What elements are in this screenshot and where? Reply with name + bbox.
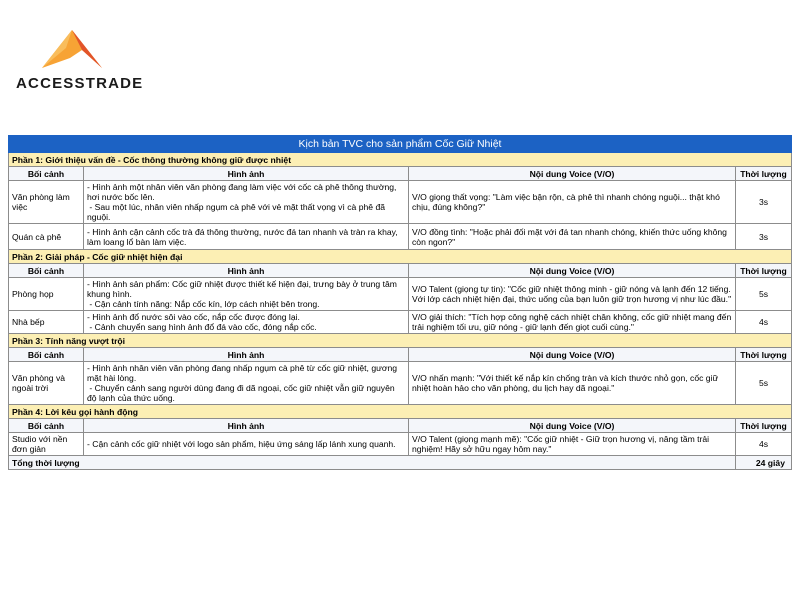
voice-cell: V/O nhấn mạnh: "Với thiết kế nắp kín chống tràn và kích thước nhỏ gọn, cốc giữ nhiệt hoàn hảo cho văn phòng, du lịch hay dã ngoại." — [409, 362, 736, 405]
duration-cell: 4s — [736, 311, 792, 334]
header-context: Bối cảnh — [9, 264, 84, 278]
voice-cell: V/O đồng tình: "Hoặc phải đối mặt với đá tan nhanh chóng, khiến thức uống không còn ngon?" — [409, 224, 736, 250]
image-cell — [84, 362, 409, 405]
total-label: Tổng thời lượng — [9, 456, 736, 470]
image-line: - Cảnh chuyển sang hình ảnh đổ đá vào cốc, đóng nắp cốc. — [87, 322, 317, 332]
brand-name: ACCESSTRADE — [16, 75, 144, 92]
context-cell: Quán cà phê — [9, 224, 84, 250]
section-row — [9, 153, 792, 167]
header-image: Hình ảnh — [84, 348, 409, 362]
table-row — [9, 224, 792, 250]
column-header-row — [9, 167, 792, 181]
image-line: - Chuyển cảnh sang người dùng đang đi dã ngoại, cốc giữ nhiệt vẫn giữ nguyên độ lạnh của thức uống. — [87, 383, 398, 403]
context-cell: Nhà bếp — [9, 311, 84, 334]
header-duration: Thời lượng — [736, 167, 792, 181]
header-image: Hình ảnh — [84, 167, 409, 181]
image-cell — [84, 224, 409, 250]
section-title: Phần 2: Giải pháp - Cốc giữ nhiệt hiện đại — [9, 250, 792, 264]
table-row — [9, 278, 792, 311]
duration-cell: 3s — [736, 181, 792, 224]
voice-cell: V/O Talent (giọng mạnh mẽ): "Cốc giữ nhiệt - Giữ trọn hương vị, nâng tầm trải nghiệm! Hãy sở hữu ngay hôm nay." — [409, 433, 736, 456]
table-row — [9, 181, 792, 224]
section-title: Phần 1: Giới thiệu vấn đề - Cốc thông thường không giữ được nhiệt — [9, 153, 792, 167]
duration-cell: 3s — [736, 224, 792, 250]
accesstrade-logo — [14, 28, 144, 98]
image-cell — [84, 181, 409, 224]
header-voice: Nội dung Voice (V/O) — [409, 264, 736, 278]
header-voice: Nội dung Voice (V/O) — [409, 419, 736, 433]
context-cell: Văn phòng làm việc — [9, 181, 84, 224]
context-cell: Văn phòng và ngoài trời — [9, 362, 84, 405]
context-cell: Studio với nền đơn giản — [9, 433, 84, 456]
section-title: Phần 4: Lời kêu gọi hành động — [9, 405, 792, 419]
image-line: - Cận cảnh cốc giữ nhiệt với logo sản phẩm, hiệu ứng sáng lấp lánh xung quanh. — [87, 439, 396, 449]
image-line: - Sau một lúc, nhân viên nhấp ngụm cà phê với vẻ mặt thất vọng vì cà phê đã nguội. — [87, 202, 388, 222]
section-title: Phần 3: Tính năng vượt trội — [9, 334, 792, 348]
header-context: Bối cảnh — [9, 419, 84, 433]
header-duration: Thời lượng — [736, 419, 792, 433]
image-line: - Hình ảnh cận cảnh cốc trà đá thông thường, nước đá tan nhanh và tràn ra khay, làm loang lổ bàn làm việc. — [87, 226, 401, 247]
voice-cell: V/O giải thích: "Tích hợp công nghệ cách nhiệt chân không, cốc giữ nhiệt mang đến trải nghiệm tối ưu, giữ nóng - giữ lạnh đến giọt cuối cùng." — [409, 311, 736, 334]
tvc-script-table — [8, 135, 792, 470]
total-row — [9, 456, 792, 470]
duration-cell: 5s — [736, 362, 792, 405]
image-cell — [84, 311, 409, 334]
section-row — [9, 334, 792, 348]
header-duration: Thời lượng — [736, 264, 792, 278]
image-line: - Hình ảnh đổ nước sôi vào cốc, nắp cốc được đóng lại. — [87, 312, 300, 322]
header-image: Hình ảnh — [84, 419, 409, 433]
image-line: - Hình ảnh sản phẩm: Cốc giữ nhiệt được thiết kế hiện đại, trưng bày ở trung tâm khung hình. — [87, 279, 400, 299]
header-context: Bối cảnh — [9, 167, 84, 181]
table-row — [9, 362, 792, 405]
image-cell — [84, 433, 409, 456]
image-line: - Hình ảnh nhân viên văn phòng đang nhấp ngụm cà phê từ cốc giữ nhiệt, gương mặt hài lòng. — [87, 363, 400, 383]
voice-cell: V/O Talent (giọng tự tin): "Cốc giữ nhiệt thông minh - giữ nóng và lạnh đến 12 tiếng. Với lớp cách nhiệt hiện đại, thức uống của bạn luôn giữ trọn hương vị như lúc đầu." — [409, 278, 736, 311]
column-header-row — [9, 348, 792, 362]
header-context: Bối cảnh — [9, 348, 84, 362]
duration-cell: 5s — [736, 278, 792, 311]
section-row — [9, 405, 792, 419]
header-image: Hình ảnh — [84, 264, 409, 278]
image-cell — [84, 278, 409, 311]
voice-cell: V/O giọng thất vọng: "Làm việc bận rộn, cà phê thì nhanh chóng nguội... thật khó chịu, đúng không?" — [409, 181, 736, 224]
table-title: Kịch bản TVC cho sản phẩm Cốc Giữ Nhiệt — [9, 136, 792, 153]
table-row — [9, 311, 792, 334]
section-row — [9, 250, 792, 264]
mountain-triangle-icon — [38, 28, 106, 70]
column-header-row — [9, 419, 792, 433]
table-row — [9, 433, 792, 456]
image-line: - Hình ảnh một nhân viên văn phòng đang làm việc với cốc cà phê thông thường, hơi nước bốc lên. — [87, 182, 399, 202]
image-line: - Cận cảnh tính năng: Nắp cốc kín, lớp cách nhiệt bên trong. — [87, 299, 320, 309]
context-cell: Phòng họp — [9, 278, 84, 311]
header-voice: Nội dung Voice (V/O) — [409, 348, 736, 362]
header-voice: Nội dung Voice (V/O) — [409, 167, 736, 181]
column-header-row — [9, 264, 792, 278]
header-duration: Thời lượng — [736, 348, 792, 362]
total-duration: 24 giây — [736, 456, 792, 470]
duration-cell: 4s — [736, 433, 792, 456]
